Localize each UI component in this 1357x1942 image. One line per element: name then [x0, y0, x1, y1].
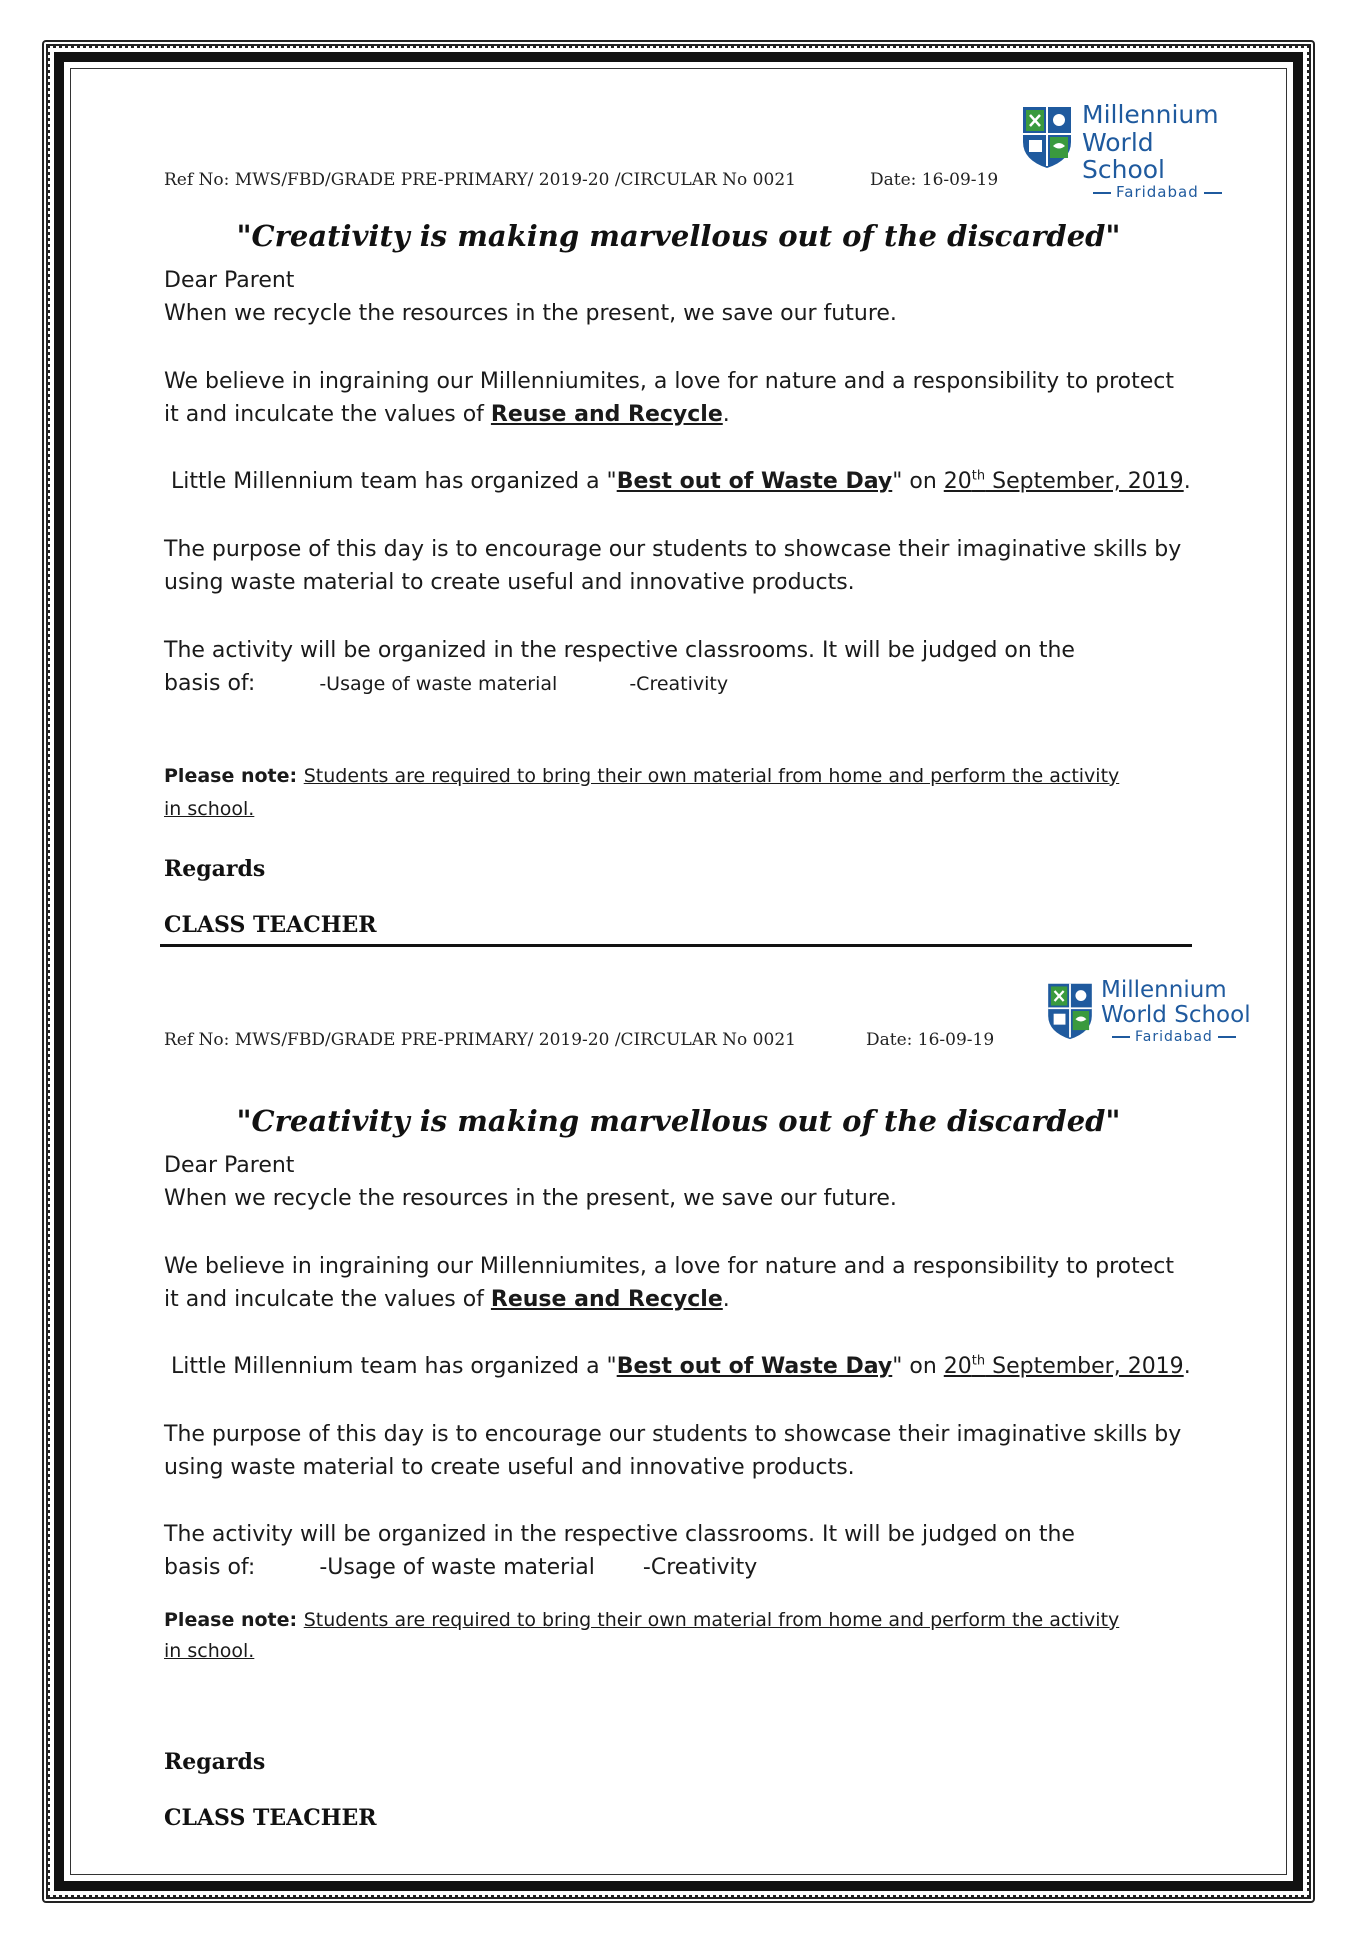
reuse-recycle-emphasis: Reuse and Recycle: [490, 402, 723, 427]
criterion-usage: -Usage of waste material: [319, 673, 558, 695]
purpose-paragraph: The purpose of this day is to encourage our students to showcase their imaginative skills by using waste material to create useful and innovative products.: [164, 537, 1182, 595]
regards: Regards: [164, 856, 266, 882]
event-date: 20th September, 2019: [943, 468, 1184, 494]
school-logo: [1045, 977, 1260, 1057]
section-divider: [160, 944, 1192, 947]
logo-location: Faridabad: [1082, 183, 1235, 202]
belief-paragraph: We believe in ingraining our Millenniumites, a love for nature and a responsibility to protect it and inculcate the values of Reuse and Recycle.: [164, 369, 1175, 427]
event-name: Best out of Waste Day: [616, 1354, 893, 1379]
salutation: Dear Parent: [164, 1153, 295, 1178]
reference-number: Ref No: MWS/FBD/GRADE PRE-PRIMARY/ 2019-20 /CIRCULAR No 0021: [164, 1030, 796, 1050]
logo-subname: World School: [1101, 1002, 1251, 1028]
event-name: Best out of Waste Day: [616, 469, 893, 494]
event-paragraph: Little Millennium team has organized a "Best out of Waste Day" on 20th September, 2019.: [164, 1353, 1191, 1379]
intro-line: When we recycle the resources in the present, we save our future.: [164, 301, 897, 326]
salutation: Dear Parent: [164, 268, 295, 293]
school-crest-icon: [1045, 981, 1095, 1041]
school-logo: [1020, 100, 1235, 201]
logo-name: Millennium: [1082, 100, 1219, 129]
circular-quote-title: "Creativity is making marvellous out of the discarded": [236, 1104, 1121, 1138]
school-crest-icon: [1020, 104, 1074, 170]
criterion-creativity: -Creativity: [629, 673, 729, 695]
activity-paragraph: The activity will be organized in the respective classrooms. It will be judged on the basis of: -Usage of waste material -Creativity: [164, 638, 1075, 696]
event-date: 20th September, 2019: [943, 1353, 1184, 1379]
logo-location: Faridabad: [1101, 1028, 1251, 1047]
reuse-recycle-emphasis: Reuse and Recycle: [490, 1287, 723, 1312]
criterion-usage: -Usage of waste material: [319, 1555, 595, 1580]
activity-paragraph: The activity will be organized in the respective classrooms. It will be judged on the basis of: -Usage of waste material -Creativity: [164, 1522, 1075, 1580]
logo-subname: World School: [1082, 128, 1165, 184]
logo-name: Millennium: [1101, 977, 1227, 1003]
belief-paragraph: We believe in ingraining our Millenniumites, a love for nature and a responsibility to protect it and inculcate the values of Reuse and Recycle.: [164, 1254, 1175, 1312]
intro-line: When we recycle the resources in the present, we save our future.: [164, 1186, 897, 1211]
signatory: CLASS TEACHER: [164, 912, 377, 938]
please-note: Please note: Students are required to bring their own material from home and perform the activity in school.: [164, 765, 1120, 820]
signatory: CLASS TEACHER: [164, 1805, 377, 1831]
purpose-paragraph: The purpose of this day is to encourage our students to showcase their imaginative skills by using waste material to create useful and innovative products.: [164, 1422, 1182, 1480]
event-paragraph: Little Millennium team has organized a "Best out of Waste Day" on 20th September, 2019.: [164, 468, 1191, 494]
reference-number: Ref No: MWS/FBD/GRADE PRE-PRIMARY/ 2019-20 /CIRCULAR No 0021: [164, 170, 796, 190]
regards: Regards: [164, 1749, 266, 1775]
please-note: Please note: Students are required to bring their own material from home and perform the activity in school.: [164, 1609, 1120, 1662]
circular-date: Date: 16-09-19: [870, 170, 999, 190]
circular-date: Date: 16-09-19: [866, 1030, 995, 1050]
criterion-creativity: -Creativity: [642, 1555, 758, 1580]
circular-quote-title: "Creativity is making marvellous out of the discarded": [236, 219, 1121, 253]
